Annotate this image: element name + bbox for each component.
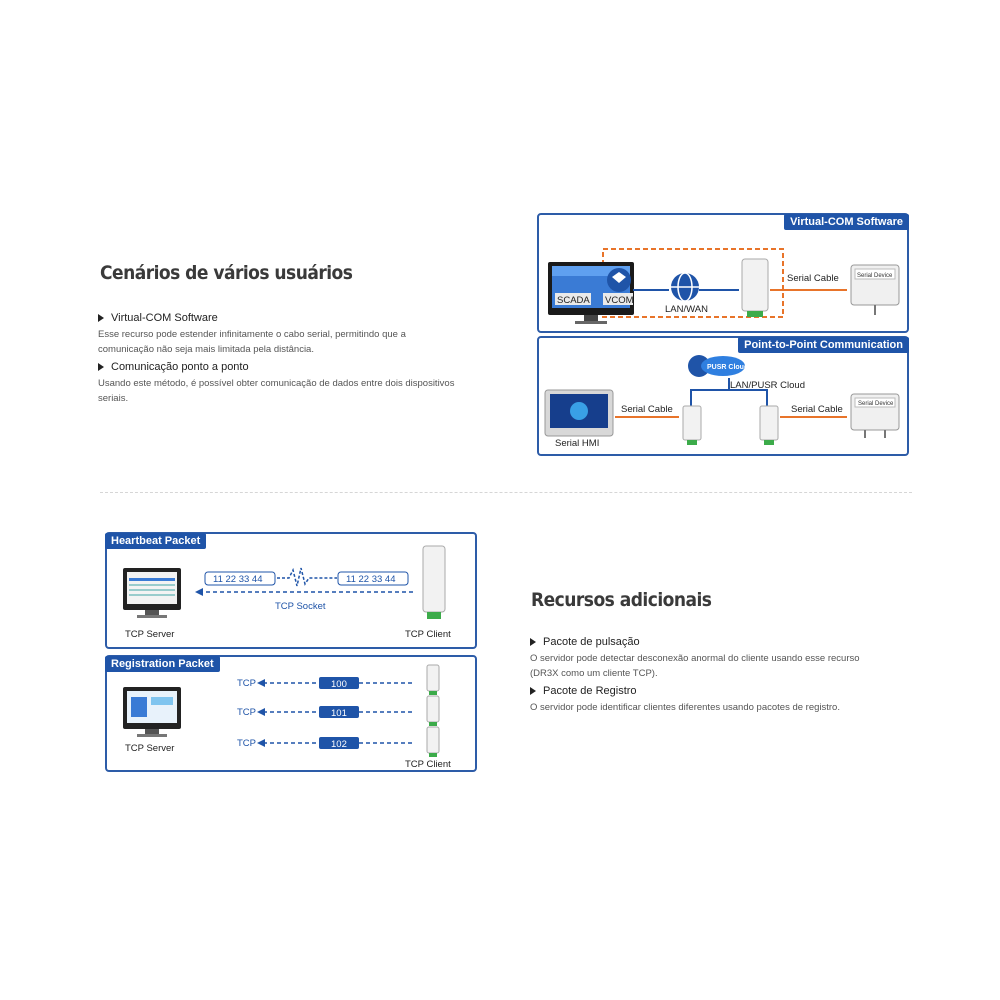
feature-title: Pacote de pulsação (543, 636, 640, 648)
tcp-label: TCP (237, 707, 256, 718)
registration-id-label: 101 (331, 708, 347, 719)
feature-desc-line: seriais. (98, 393, 129, 404)
monitor-icon (123, 687, 181, 737)
heartbeat-panel-title: Heartbeat Packet (105, 533, 206, 549)
p2p-diagram-panel (537, 336, 909, 456)
bullet-triangle-icon (98, 363, 104, 371)
tcp-socket-label: TCP Socket (275, 601, 326, 612)
feature-registration (530, 685, 840, 715)
dr3x-device-icon (423, 546, 445, 619)
feature-desc-line: Usando este método, é possível obter comunicação de dados entre dois dispositivos (98, 378, 455, 389)
p2p-panel-title: Point-to-Point Communication (738, 337, 909, 353)
registration-id-label: 102 (331, 739, 347, 750)
tcp-client-label: TCP Client (405, 629, 451, 640)
registration-id-label: 100 (331, 679, 347, 690)
cable-left-label: Serial Cable (621, 404, 673, 415)
feature-desc-line: Esse recurso pode estender infinitamente o cabo serial, permitindo que a (98, 329, 406, 340)
packet-right-label: 11 22 33 44 (346, 574, 396, 585)
serial-device-label: Serial Device (858, 401, 894, 407)
feature-desc-line: comunicação não seja mais limitada pela distância. (98, 344, 314, 355)
heartbeat-diagram-panel (105, 532, 477, 649)
dr3x-device-icon (683, 406, 701, 445)
dr3x-device-icon (742, 259, 768, 317)
registration-diagram-panel (105, 655, 477, 772)
packet-left-label: 11 22 33 44 (213, 574, 263, 585)
cable-right-label: Serial Cable (791, 404, 843, 415)
feature-title: Virtual-COM Software (111, 312, 218, 324)
dr3x-device-icon (427, 696, 439, 726)
vcom-label: VCOM (605, 295, 634, 306)
feature-heartbeat (530, 636, 860, 681)
cloud-label: LAN/PUSR Cloud (730, 380, 805, 391)
section-divider (100, 492, 912, 493)
registration-row-100 (237, 665, 439, 695)
feature-virtual-com (98, 312, 406, 357)
vcom-panel-title: Virtual-COM Software (784, 214, 909, 230)
feature-point-to-point (98, 361, 454, 406)
feature-title: Comunicação ponto a ponto (111, 361, 249, 373)
feature-desc-line: O servidor pode detectar desconexão anormal do cliente usando esse recurso (530, 653, 860, 664)
tcp-label: TCP (237, 738, 256, 749)
bullet-triangle-icon (530, 687, 536, 695)
serial-hmi-label: Serial HMI (555, 438, 600, 449)
dr3x-device-icon (427, 665, 439, 695)
bullet-triangle-icon (530, 638, 536, 646)
registration-panel-title: Registration Packet (105, 656, 220, 672)
monitor-icon (123, 568, 181, 618)
tcp-server-label: TCP Server (125, 743, 175, 754)
feature-desc-line: (DR3X como um cliente TCP). (530, 668, 658, 679)
tcp-server-label: TCP Server (125, 629, 175, 640)
registration-row-101 (237, 696, 439, 726)
dr3x-device-icon (427, 727, 439, 757)
serial-cable-label: Serial Cable (787, 273, 839, 284)
serial-hmi-icon (545, 390, 613, 436)
pusr-cloud-badge: PUSR Cloud (707, 364, 749, 371)
registration-row-102 (237, 727, 439, 757)
section-title-additional: Recursos adicionais (531, 589, 712, 611)
lanwan-label: LAN/WAN (665, 304, 708, 315)
bullet-triangle-icon (98, 314, 104, 322)
tcp-label: TCP (237, 678, 256, 689)
section-title-scenarios: Cenários de vários usuários (100, 262, 353, 284)
feature-title: Pacote de Registro (543, 685, 637, 697)
feature-desc-line: O servidor pode identificar clientes diferentes usando pacotes de registro. (530, 702, 840, 713)
scada-label: SCADA (557, 295, 590, 306)
vcom-diagram-panel (537, 213, 909, 333)
dr3x-device-icon (760, 406, 778, 445)
serial-device-label: Serial Device (857, 273, 893, 279)
tcp-client-label: TCP Client (405, 759, 451, 770)
